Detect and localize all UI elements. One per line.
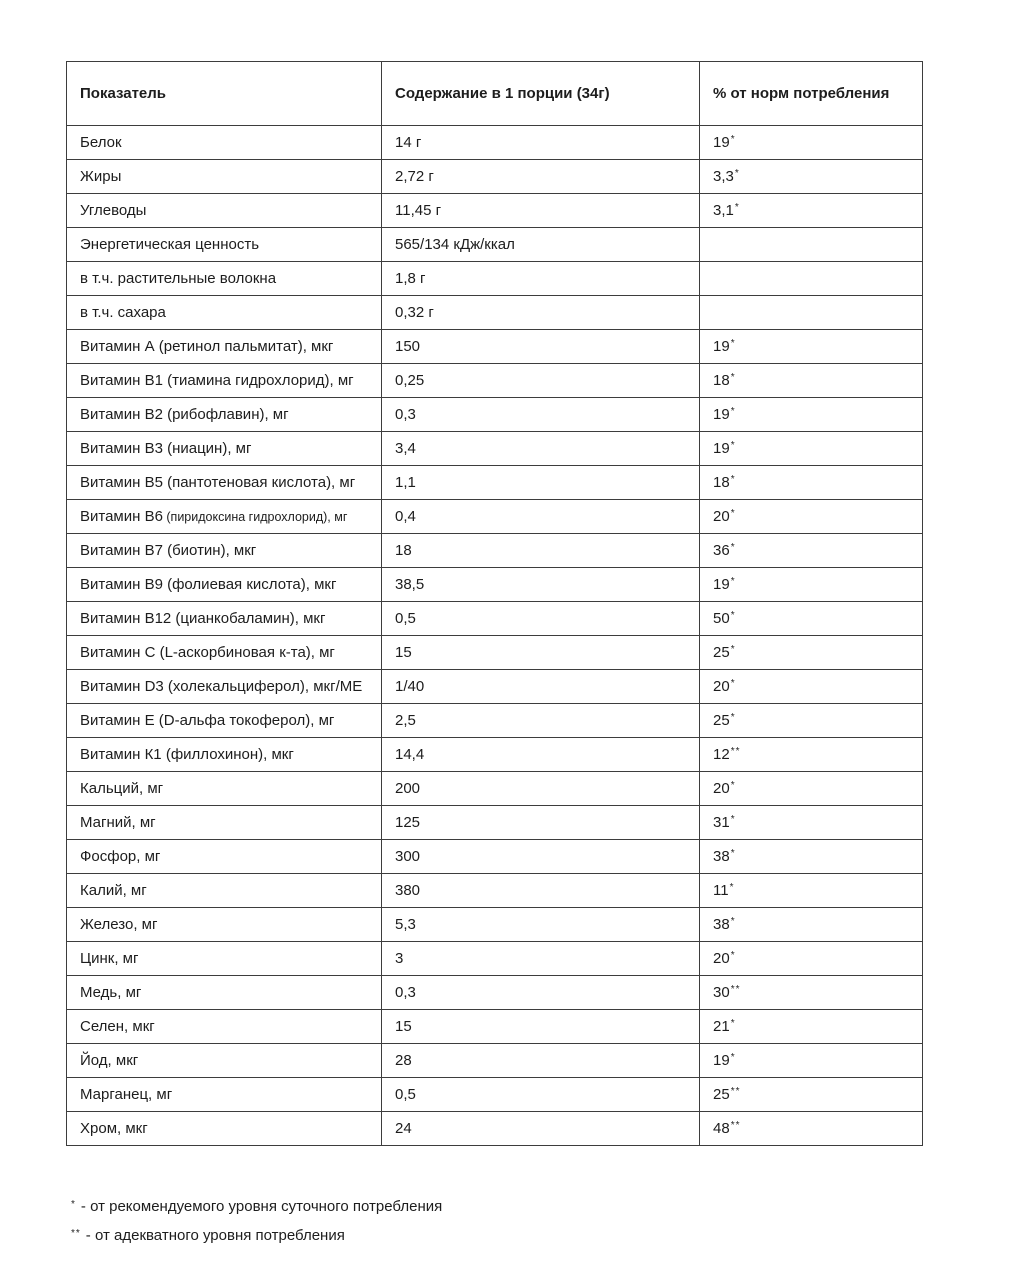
table-header	[67, 62, 923, 126]
indicator-cell: Цинк, мг	[67, 942, 382, 976]
indicator-cell: Углеводы	[67, 194, 382, 228]
table-header-row	[67, 62, 923, 126]
indicator-cell: Медь, мг	[67, 976, 382, 1010]
footnote-marker-icon: *	[730, 678, 736, 689]
indicator-cell: Магний, мг	[67, 806, 382, 840]
table-row	[67, 296, 923, 330]
content-per-serving-cell: 0,5	[382, 1078, 700, 1112]
indicator-cell: Витамин К1 (филлохинон), мкг	[67, 738, 382, 772]
percent-of-norm-cell: 38*	[700, 908, 923, 942]
table-row	[67, 126, 923, 160]
table-row	[67, 228, 923, 262]
content-per-serving-cell: 2,5	[382, 704, 700, 738]
content-per-serving-cell: 565/134 кДж/ккал	[382, 228, 700, 262]
table-row	[67, 806, 923, 840]
table-row	[67, 534, 923, 568]
indicator-cell: Витамин В9 (фолиевая кислота), мкг	[67, 568, 382, 602]
content-per-serving-cell: 150	[382, 330, 700, 364]
table-row	[67, 1078, 923, 1112]
footnote-marker-icon: *	[730, 814, 736, 825]
indicator-cell: Калий, мг	[67, 874, 382, 908]
footnote-marker-icon: *	[730, 406, 736, 417]
percent-of-norm-cell: 36*	[700, 534, 923, 568]
percent-of-norm-cell: 19*	[700, 398, 923, 432]
content-per-serving-cell: 1,8 г	[382, 262, 700, 296]
percent-of-norm-cell: 3,1*	[700, 194, 923, 228]
content-per-serving-cell: 380	[382, 874, 700, 908]
footnote-marker-icon: *	[730, 542, 736, 553]
table-row	[67, 976, 923, 1010]
footnote-marker-icon: *	[734, 202, 740, 213]
table-row	[67, 942, 923, 976]
table-body	[67, 126, 923, 1146]
percent-of-norm-cell: 20*	[700, 670, 923, 704]
percent-of-norm-cell: 19*	[700, 330, 923, 364]
table-row	[67, 704, 923, 738]
table-row	[67, 466, 923, 500]
percent-of-norm-cell: 30**	[700, 976, 923, 1010]
footnotes	[71, 1193, 442, 1251]
percent-of-norm-cell: 31*	[700, 806, 923, 840]
content-per-serving-cell: 0,32 г	[382, 296, 700, 330]
table-row	[67, 1112, 923, 1146]
indicator-detail: (пиридоксина гидрохлорид), мг	[162, 510, 348, 524]
percent-of-norm-cell: 19*	[700, 568, 923, 602]
footnote-adequate-level	[71, 1222, 442, 1251]
percent-of-norm-cell: 25*	[700, 636, 923, 670]
indicator-cell: Хром, мкг	[67, 1112, 382, 1146]
percent-of-norm-cell: 19*	[700, 1044, 923, 1078]
percent-of-norm-cell: 48**	[700, 1112, 923, 1146]
percent-of-norm-cell: 19*	[700, 126, 923, 160]
table-row	[67, 1010, 923, 1044]
footnote-text: - от адекватного уровня потребления	[85, 1227, 345, 1244]
footnote-marker-icon: *	[730, 644, 736, 655]
percent-of-norm-cell: 20*	[700, 772, 923, 806]
indicator-cell: Жиры	[67, 160, 382, 194]
percent-of-norm-cell: 3,3*	[700, 160, 923, 194]
content-per-serving-cell: 2,72 г	[382, 160, 700, 194]
footnote-marker-icon: **	[730, 746, 741, 757]
indicator-cell: Витамин В2 (рибофлавин), мг	[67, 398, 382, 432]
table-row	[67, 568, 923, 602]
indicator-cell: Витамин С (L-аскорбиновая к-та), мг	[67, 636, 382, 670]
content-per-serving-cell: 15	[382, 1010, 700, 1044]
content-per-serving-cell: 3,4	[382, 432, 700, 466]
table-row	[67, 194, 923, 228]
table-row	[67, 772, 923, 806]
indicator-cell: Витамин В5 (пантотеновая кислота), мг	[67, 466, 382, 500]
indicator-cell: Витамин В6 (пиридоксина гидрохлорид), мг	[67, 500, 382, 534]
footnote-marker-icon: *	[730, 780, 736, 791]
percent-of-norm-cell: 50*	[700, 602, 923, 636]
table-row	[67, 364, 923, 398]
footnote-marker-icon: *	[730, 134, 736, 145]
footnote-marker-icon: *	[730, 440, 736, 451]
column-header-content-per-serving: Содержание в 1 порции (34г)	[382, 62, 700, 126]
column-header-indicator: Показатель	[67, 62, 382, 126]
footnote-marker-icon: *	[730, 916, 736, 927]
nutrition-table	[66, 61, 923, 1146]
percent-of-norm-cell	[700, 296, 923, 330]
percent-of-norm-cell: 21*	[700, 1010, 923, 1044]
footnote-marker-icon: *	[730, 372, 736, 383]
percent-of-norm-cell: 20*	[700, 942, 923, 976]
content-per-serving-cell: 3	[382, 942, 700, 976]
content-per-serving-cell: 14 г	[382, 126, 700, 160]
content-per-serving-cell: 0,4	[382, 500, 700, 534]
indicator-cell: в т.ч. растительные волокна	[67, 262, 382, 296]
percent-of-norm-cell: 19*	[700, 432, 923, 466]
percent-of-norm-cell: 18*	[700, 466, 923, 500]
footnote-marker-icon: *	[730, 950, 736, 961]
content-per-serving-cell: 15	[382, 636, 700, 670]
table-row	[67, 262, 923, 296]
content-per-serving-cell: 28	[382, 1044, 700, 1078]
indicator-cell: Йод, мкг	[67, 1044, 382, 1078]
footnote-marker-icon: *	[729, 882, 735, 893]
table-row	[67, 500, 923, 534]
table-row	[67, 1044, 923, 1078]
footnote-marker-icon: *	[734, 168, 740, 179]
indicator-cell: Белок	[67, 126, 382, 160]
percent-of-norm-cell: 20*	[700, 500, 923, 534]
footnote-marker-icon: *	[730, 1052, 736, 1063]
table-row	[67, 602, 923, 636]
content-per-serving-cell: 14,4	[382, 738, 700, 772]
indicator-cell: Витамин В7 (биотин), мкг	[67, 534, 382, 568]
indicator-cell: в т.ч. сахара	[67, 296, 382, 330]
indicator-cell: Фосфор, мг	[67, 840, 382, 874]
footnote-recommended-level	[71, 1193, 442, 1222]
percent-of-norm-cell: 25*	[700, 704, 923, 738]
indicator-cell: Марганец, мг	[67, 1078, 382, 1112]
content-per-serving-cell: 18	[382, 534, 700, 568]
indicator-cell: Энергетическая ценность	[67, 228, 382, 262]
footnote-marker-icon: *	[730, 848, 736, 859]
table-row	[67, 330, 923, 364]
indicator-cell: Витамин А (ретинол пальмитат), мкг	[67, 330, 382, 364]
double-asterisk-icon: **	[71, 1228, 81, 1239]
footnote-marker-icon: **	[730, 1120, 741, 1131]
footnote-marker-icon: *	[730, 576, 736, 587]
indicator-cell: Витамин Е (D-альфа токоферол), мг	[67, 704, 382, 738]
indicator-cell: Витамин В1 (тиамина гидрохлорид), мг	[67, 364, 382, 398]
footnote-marker-icon: **	[730, 984, 741, 995]
percent-of-norm-cell	[700, 262, 923, 296]
content-per-serving-cell: 0,3	[382, 976, 700, 1010]
asterisk-icon: *	[71, 1199, 76, 1210]
footnote-marker-icon: *	[730, 1018, 736, 1029]
table-row	[67, 432, 923, 466]
content-per-serving-cell: 1,1	[382, 466, 700, 500]
indicator-cell: Железо, мг	[67, 908, 382, 942]
percent-of-norm-cell: 18*	[700, 364, 923, 398]
footnote-marker-icon: **	[730, 1086, 741, 1097]
indicator-cell: Витамин В12 (цианкобаламин), мкг	[67, 602, 382, 636]
indicator-cell: Селен, мкг	[67, 1010, 382, 1044]
indicator-cell: Витамин В3 (ниацин), мг	[67, 432, 382, 466]
content-per-serving-cell: 300	[382, 840, 700, 874]
footnote-marker-icon: *	[730, 712, 736, 723]
footnote-marker-icon: *	[730, 474, 736, 485]
indicator-cell: Витамин D3 (холекальциферол), мкг/МЕ	[67, 670, 382, 704]
percent-of-norm-cell: 25**	[700, 1078, 923, 1112]
footnote-marker-icon: *	[730, 610, 736, 621]
footnote-marker-icon: *	[730, 508, 736, 519]
table-row	[67, 908, 923, 942]
table-row	[67, 874, 923, 908]
table-row	[67, 840, 923, 874]
content-per-serving-cell: 200	[382, 772, 700, 806]
content-per-serving-cell: 125	[382, 806, 700, 840]
footnote-text: - от рекомендуемого уровня суточного потребления	[80, 1198, 443, 1215]
indicator-cell: Кальций, мг	[67, 772, 382, 806]
content-per-serving-cell: 11,45 г	[382, 194, 700, 228]
percent-of-norm-cell	[700, 228, 923, 262]
table-row	[67, 160, 923, 194]
footnote-marker-icon: *	[730, 338, 736, 349]
percent-of-norm-cell: 12**	[700, 738, 923, 772]
table-row	[67, 398, 923, 432]
percent-of-norm-cell: 11*	[700, 874, 923, 908]
content-per-serving-cell: 38,5	[382, 568, 700, 602]
content-per-serving-cell: 1/40	[382, 670, 700, 704]
table-row	[67, 670, 923, 704]
table-row	[67, 738, 923, 772]
column-header-percent-of-norm: % от норм потребления	[700, 62, 923, 126]
content-per-serving-cell: 0,25	[382, 364, 700, 398]
content-per-serving-cell: 24	[382, 1112, 700, 1146]
content-per-serving-cell: 5,3	[382, 908, 700, 942]
percent-of-norm-cell: 38*	[700, 840, 923, 874]
table-row	[67, 636, 923, 670]
content-per-serving-cell: 0,3	[382, 398, 700, 432]
content-per-serving-cell: 0,5	[382, 602, 700, 636]
